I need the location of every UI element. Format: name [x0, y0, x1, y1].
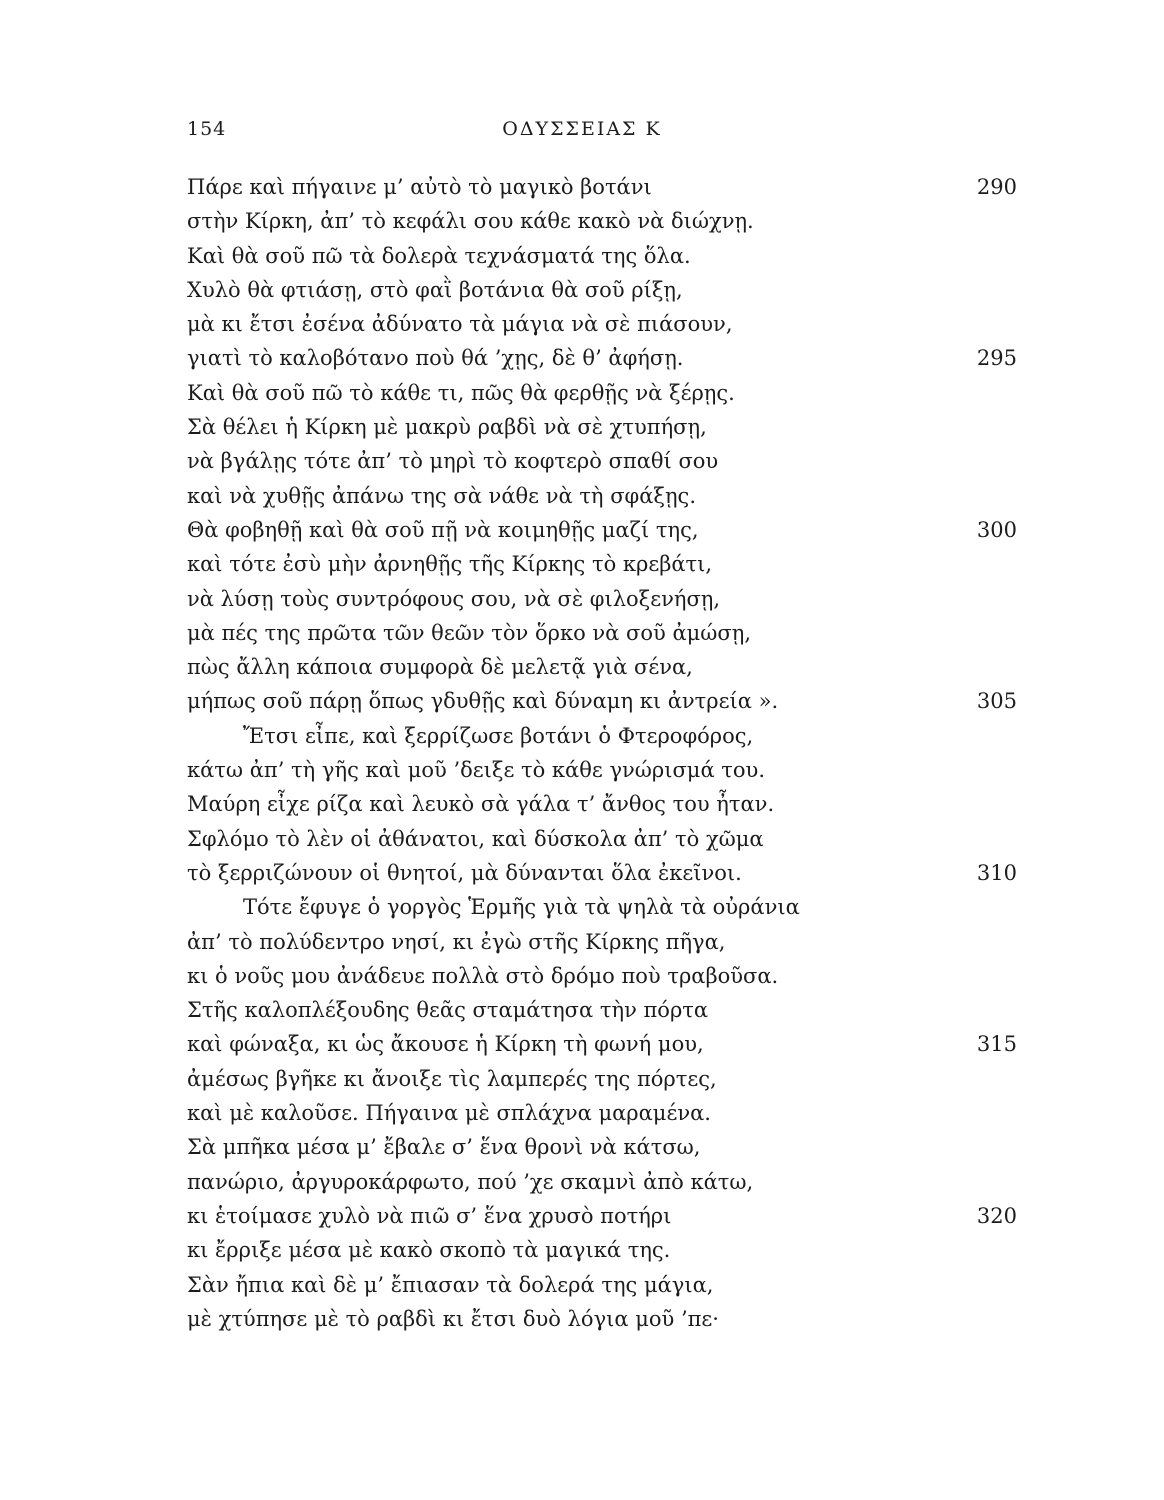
verse-text: κάτω ἀπ’ τὴ γῆς καὶ μοῦ ’δειξε τὸ κάθε γνώρισμά του.: [187, 758, 766, 783]
verse-line: [187, 822, 1027, 856]
verse-text: καὶ νὰ χυθῇς ἀπάνω της σὰ νάθε νὰ τὴ σφάξῃς.: [187, 483, 696, 508]
verse-text: καὶ μὲ καλοῦσε. Πήγαινα μὲ σπλάχνα μαραμένα.: [187, 1101, 711, 1126]
verse-text: ἀπ’ τὸ πολύδεντρο νησί, κι ἐγὼ στῆς Κίρκης πῆγα,: [187, 929, 726, 954]
verse-line: [187, 376, 1027, 410]
verse-line: [187, 547, 1027, 581]
verse-text: Θὰ φοβηθῇ καὶ θὰ σοῦ πῇ νὰ κοιμηθῇς μαζί της,: [187, 517, 699, 542]
verse-line: [187, 1268, 1027, 1302]
verse-line: [187, 787, 1027, 821]
verse-text: νὰ βγάλῃς τότε ἀπ’ τὸ μηρὶ τὸ κοφτερὸ σπαθί σου: [187, 449, 719, 474]
verse-text: μὰ κι ἔτσι ἐσένα ἀδύνατο τὰ μάγια νὰ σὲ πιάσουν,: [187, 312, 733, 337]
line-number: 300: [976, 517, 1017, 542]
verse-text: Ἔτσι εἶπε, καὶ ξερρίζωσε βοτάνι ὁ Φτεροφόρος,: [243, 723, 754, 748]
verse-line: [187, 444, 1027, 478]
verse-text: μὲ χτύπησε μὲ τὸ ραβδὶ κι ἔτσι δυὸ λόγια μοῦ ’πε·: [187, 1306, 719, 1331]
page-number: 154: [187, 118, 227, 140]
verse-text: ἀμέσως βγῆκε κι ἄνοιξε τὶς λαμπερές της πόρτες,: [187, 1066, 717, 1091]
verse-line: [187, 890, 1027, 924]
verse-text: μὰ πές της πρῶτα τῶν θεῶν τὸν ὅρκο νὰ σοῦ ἀμώσῃ,: [187, 620, 751, 645]
verse-line: [187, 959, 1027, 993]
verse-text: καὶ τότε ἐσὺ μὴν ἀρνηθῇς τῆς Κίρκης τὸ κρεβάτι,: [187, 552, 713, 577]
verse-line: [187, 1165, 1027, 1199]
line-number: 290: [976, 175, 1017, 199]
verse-text: Μαύρη εἶχε ρίζα καὶ λευκὸ σὰ γάλα τ’ ἄνθος του ἦταν.: [187, 792, 775, 817]
verse-text: γιατὶ τὸ καλοβότανο ποὺ θά ’χῃς, δὲ θ’ ἀφήσῃ.: [187, 346, 684, 371]
verse-line: [187, 650, 1027, 684]
verse-text: Σφλόμο τὸ λὲν οἱ ἀθάνατοι, καὶ δύσκολα ἀπ’ τὸ χῶμα: [187, 826, 764, 851]
line-number: 305: [976, 689, 1017, 714]
verse-line: [187, 1233, 1027, 1267]
verse-line: [187, 410, 1027, 444]
verse-line: [187, 273, 1027, 307]
running-title: ΟΔΥΣΣΕΙΑΣ Κ: [502, 118, 662, 140]
verse-text: Σὰ μπῆκα μέσα μ’ ἔβαλε σ’ ἕνα θρονὶ νὰ κάτσω,: [187, 1135, 701, 1160]
verse-text: πανώριο, ἀργυροκάρφωτο, πού ’χε σκαμνὶ ἀπὸ κάτω,: [187, 1169, 754, 1194]
verse-text: κι ἑτοίμασε χυλὸ νὰ πιῶ σ’ ἕνα χρυσὸ ποτήρι: [187, 1203, 672, 1228]
verse-text: νὰ λύσῃ τοὺς συντρόφους σου, νὰ σὲ φιλοξενήσῃ,: [187, 586, 721, 611]
verse-line: [187, 993, 1027, 1027]
verse-line: [187, 307, 1027, 341]
verse-line: [187, 616, 1027, 650]
verse-text: Σὰν ἤπια καὶ δὲ μ’ ἔπιασαν τὰ δολερά της μάγια,: [187, 1272, 714, 1297]
verse-text: Τότε ἔφυγε ὁ γοργὸς Ἑρμῆς γιὰ τὰ ψηλὰ τὰ οὐράνια: [243, 895, 800, 920]
verse-text: Στῆς καλοπλέξουδης θεᾶς σταμάτησα τὴν πόρτα: [187, 998, 709, 1023]
verse-line: [187, 753, 1027, 787]
verse-line: [187, 1302, 1027, 1336]
verse-text: τὸ ξερριζώνουν οἱ θνητοί, μὰ δύνανται ὅλα ἐκεῖνοι.: [187, 860, 742, 885]
verse-line: [187, 1130, 1027, 1164]
verse-line: [187, 856, 1027, 890]
verse-line: [187, 513, 1027, 547]
verse-line: [187, 479, 1027, 513]
verse-text: Καὶ θὰ σοῦ πῶ τὰ δολερὰ τεχνάσματά της ὅλα.: [187, 243, 691, 268]
verse-line: [187, 1096, 1027, 1130]
verse-line: [187, 170, 1027, 204]
verse-line: [187, 684, 1027, 718]
verse-line: [187, 719, 1027, 753]
line-number: 320: [976, 1203, 1017, 1228]
verse-text: Καὶ θὰ σοῦ πῶ τὸ κάθε τι, πῶς θὰ φερθῇς νὰ ξέρῃς.: [187, 380, 735, 405]
verse-text: στὴν Κίρκη, ἀπ’ τὸ κεφάλι σου κάθε κακὸ νὰ διώχνῃ.: [187, 209, 754, 234]
line-number: 310: [976, 860, 1017, 885]
verse-line: [187, 1027, 1027, 1061]
verse-line: [187, 1062, 1027, 1096]
verse-block: [187, 170, 1027, 1336]
verse-text: πὼς ἄλλη κάποια συμφορὰ δὲ μελετᾷ γιὰ σένα,: [187, 655, 693, 680]
verse-text: Σὰ θέλει ἡ Κίρκη μὲ μακρὺ ραβδὶ νὰ σὲ χτυπήσῃ,: [187, 415, 707, 440]
line-number: 315: [976, 1032, 1017, 1057]
verse-text: Πάρε καὶ πήγαινε μ’ αὐτὸ τὸ μαγικὸ βοτάνι: [187, 175, 652, 199]
verse-text: κι ἔρριξε μέσα μὲ κακὸ σκοπὸ τὰ μαγικά της.: [187, 1238, 671, 1263]
verse-text: Χυλὸ θὰ φτιάσῃ, στὸ φαῒ βοτάνια θὰ σοῦ ρίξῃ,: [187, 277, 683, 302]
verse-line: [187, 204, 1027, 238]
verse-line: [187, 1199, 1027, 1233]
line-number: 295: [976, 346, 1017, 371]
verse-text: καὶ φώναξα, κι ὡς ἄκουσε ἡ Κίρκη τὴ φωνή μου,: [187, 1032, 704, 1057]
verse-line: [187, 239, 1027, 273]
verse-text: κι ὁ νοῦς μου ἀνάδευε πολλὰ στὸ δρόμο ποὺ τραβοῦσα.: [187, 963, 779, 988]
verse-line: [187, 925, 1027, 959]
verse-text: μήπως σοῦ πάρῃ ὅπως γδυθῇς καὶ δύναμη κι ἀντρεία ».: [187, 689, 779, 714]
verse-line: [187, 341, 1027, 375]
verse-line: [187, 582, 1027, 616]
